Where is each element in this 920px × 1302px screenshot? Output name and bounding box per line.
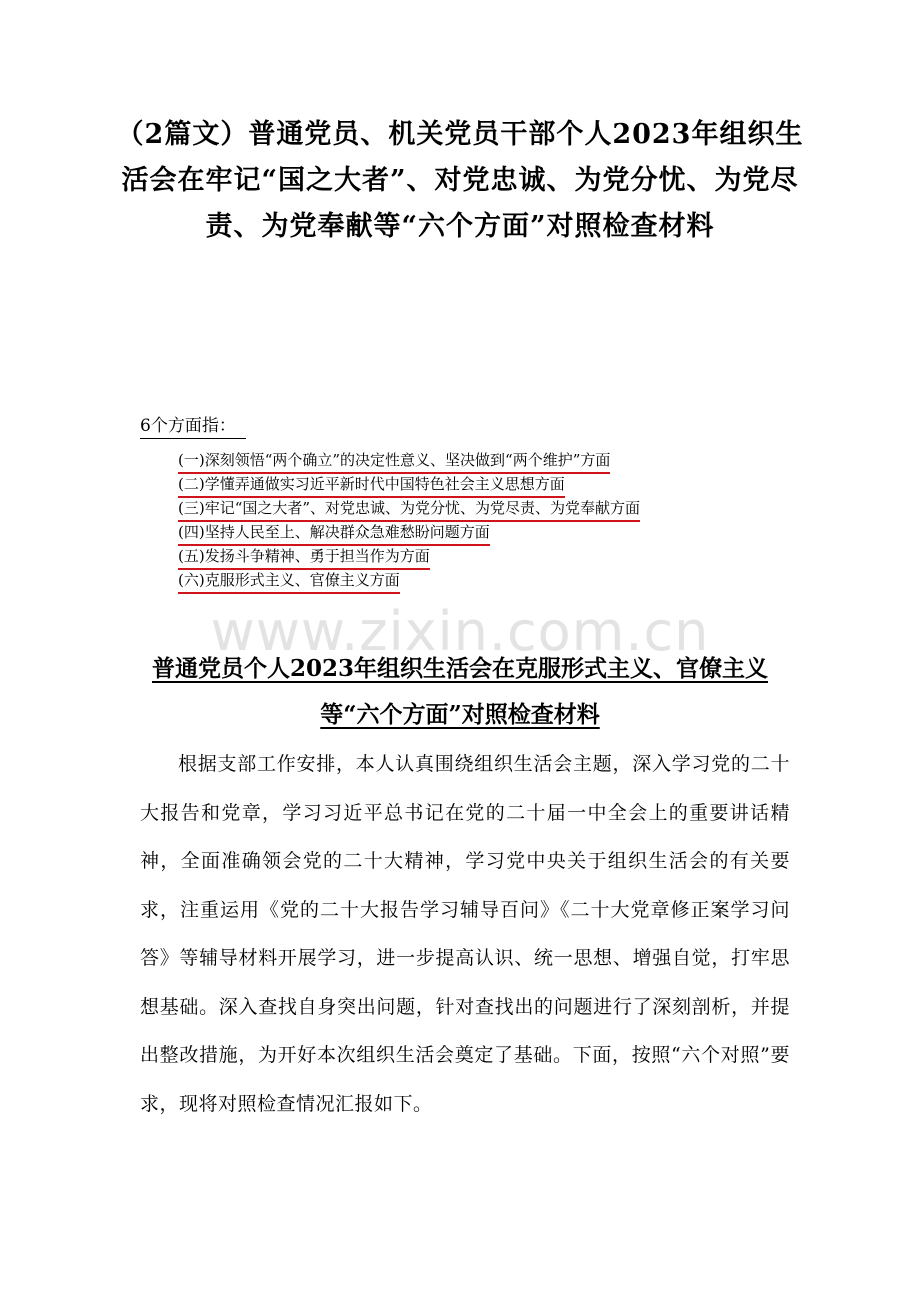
toc-link-5[interactable]: (五)发扬斗争精神、勇于担当作为方面	[178, 546, 430, 570]
document-title: （2篇文）普通党员、机关党员干部个人2023年组织生活会在牢记“国之大者”、对党忠诚、为党分忧、为党尽责、为党奉献等“六个方面”对照检查材料	[116, 119, 804, 242]
toc-link-6[interactable]: (六)克服形式主义、官僚主义方面	[178, 570, 400, 594]
watermark: www.zixin.com.cn	[210, 600, 710, 663]
toc-heading: 6个方面指：	[140, 414, 246, 439]
toc-link-3[interactable]: (三)牢记“国之大者”、对党忠诚、为党分忧、为党尽责、为党奉献方面	[178, 498, 640, 522]
section-title	[135, 646, 785, 738]
section-title-text: 普通党员个人2023年组织生活会在克服形式主义、官僚主义等“六个方面”对照检查材料	[151, 655, 768, 728]
body-paragraph: 根据支部工作安排，本人认真围绕组织生活会主题，深入学习党的二十大报告和党章，学习习近平总书记在党的二十届一中全会上的重要讲话精神，全面准确领会党的二十大精神，学习党中央关于组织生活会的有关要求，注重运用《党的二十大报告学习辅导百问》《二十大党章修正案学习问答》等辅导材料开展学习，进一步提高认识、统一思想、增强自觉，打牢思想基础。深入查找自身突出问题，针对查找出的问题进行了深刻剖析，并提出整改措施，为开好本次组织生活会奠定了基础。下面，按照“六个对照”要求，现将对照检查情况汇报如下。	[140, 753, 790, 1115]
toc-link-1[interactable]: (一)深刻领悟“两个确立”的决定性意义、坚决做到“两个维护”方面	[178, 450, 610, 474]
toc-link-2[interactable]: (二)学懂弄通做实习近平新时代中国特色社会主义思想方面	[178, 474, 565, 498]
toc-list	[178, 450, 640, 594]
toc-link-4[interactable]: (四)坚持人民至上、解决群众急难愁盼问题方面	[178, 522, 490, 546]
